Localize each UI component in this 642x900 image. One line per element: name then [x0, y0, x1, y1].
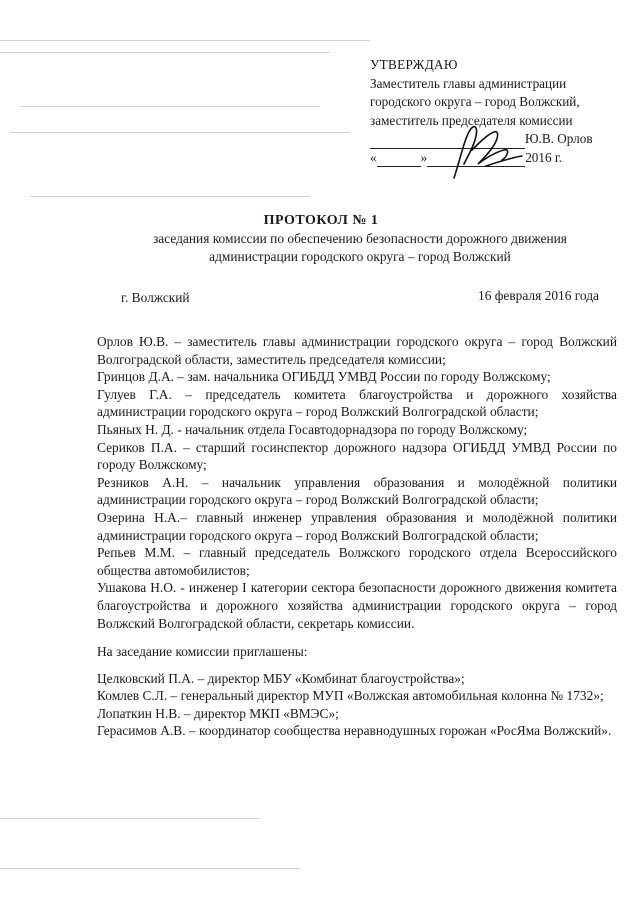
signer-name: Ю.В. Орлов	[525, 131, 593, 146]
scan-line	[20, 106, 320, 107]
day-blank	[377, 152, 421, 167]
document-title: ПРОТОКОЛ № 1	[263, 213, 379, 228]
member-entry: Сериков П.А. – старший госинспектор дорожного надзора ОГИБДД УМВД России по городу Волжскому;	[97, 439, 617, 473]
invited-entry: Комлев С.Л. – генеральный директор МУП «Волжская автомобильная колонна № 1732»;	[97, 688, 604, 704]
subtitle-line-1: заседания комиссии по обеспечению безопасности дорожного движения	[153, 231, 567, 246]
scan-line	[0, 818, 260, 819]
date-quote-open: «	[370, 149, 377, 165]
approval-line-2: городского округа – город Волжский,	[370, 94, 580, 109]
scan-line	[30, 196, 310, 197]
member-entry: Орлов Ю.В. – заместитель главы администрации городского округа – город Волжский Волгоградской области, заместитель председателя комиссии;	[97, 334, 617, 367]
member-entry: Гринцов Д.А. – зам. начальника ОГИБДД УМВД России по городу Волжскому;	[97, 369, 551, 385]
invited-entry: Герасимов А.В. – координатор сообщества неравнодушных горожан «РосЯма Волжский».	[97, 723, 612, 739]
scan-line	[10, 132, 350, 133]
handwritten-signature	[446, 120, 526, 182]
date-quote-close: »	[420, 149, 428, 165]
invited-entry: Целковский П.А. – директор МБУ «Комбинат благоустройства»;	[97, 670, 465, 686]
scan-line	[0, 52, 330, 53]
city: г. Волжский	[121, 290, 190, 305]
scan-line	[0, 40, 370, 41]
member-entry: Ушакова Н.О. - инженер I категории сектора безопасности дорожного движения комитета благоустройства и дорожного хозяйства администрации городского округа – город Волжский Волгоградской области, секретарь комиссии.	[97, 580, 617, 631]
document-body	[97, 333, 617, 740]
member-entry: Гулуев Г.А. – председатель комитета благоустройства и дорожного хозяйства администрации городского округа – город Волжский Волгоградской области;	[97, 386, 617, 420]
member-entry: Озерина Н.А.– главный инженер управления образования и молодёжной политики администрации городского округа – город Волжский Волгоградской области;	[97, 509, 617, 543]
scan-line	[0, 868, 300, 869]
approval-line-1: Заместитель главы администрации	[370, 75, 567, 91]
document-subtitle	[110, 230, 610, 265]
subtitle-line-2: администрации городского округа – город Волжский	[209, 248, 511, 264]
approval-heading: УТВЕРЖДАЮ	[370, 57, 458, 72]
invited-heading: На заседание комиссии приглашены:	[97, 644, 308, 660]
approval-line-3: заместитель председателя комиссии	[370, 112, 573, 128]
member-entry: Репьев М.М. – главный председатель Волжского городского отдела Всероссийского общества автомобилистов;	[97, 545, 617, 578]
meeting-date: 16 февраля 2016 года	[478, 288, 599, 303]
invited-entry: Лопаткин Н.В. – директор МКП «ВМЭС»;	[97, 705, 339, 721]
member-entry: Пьяных Н. Д. - начальник отдела Госавтодорнадзора по городу Волжскому;	[97, 421, 528, 437]
member-entry: Резников А.Н. – начальник управления образования и молодёжной политики администрации городского округа – город Волжский Волгоградской области;	[97, 474, 617, 508]
date-year: 2016 г.	[525, 149, 563, 165]
